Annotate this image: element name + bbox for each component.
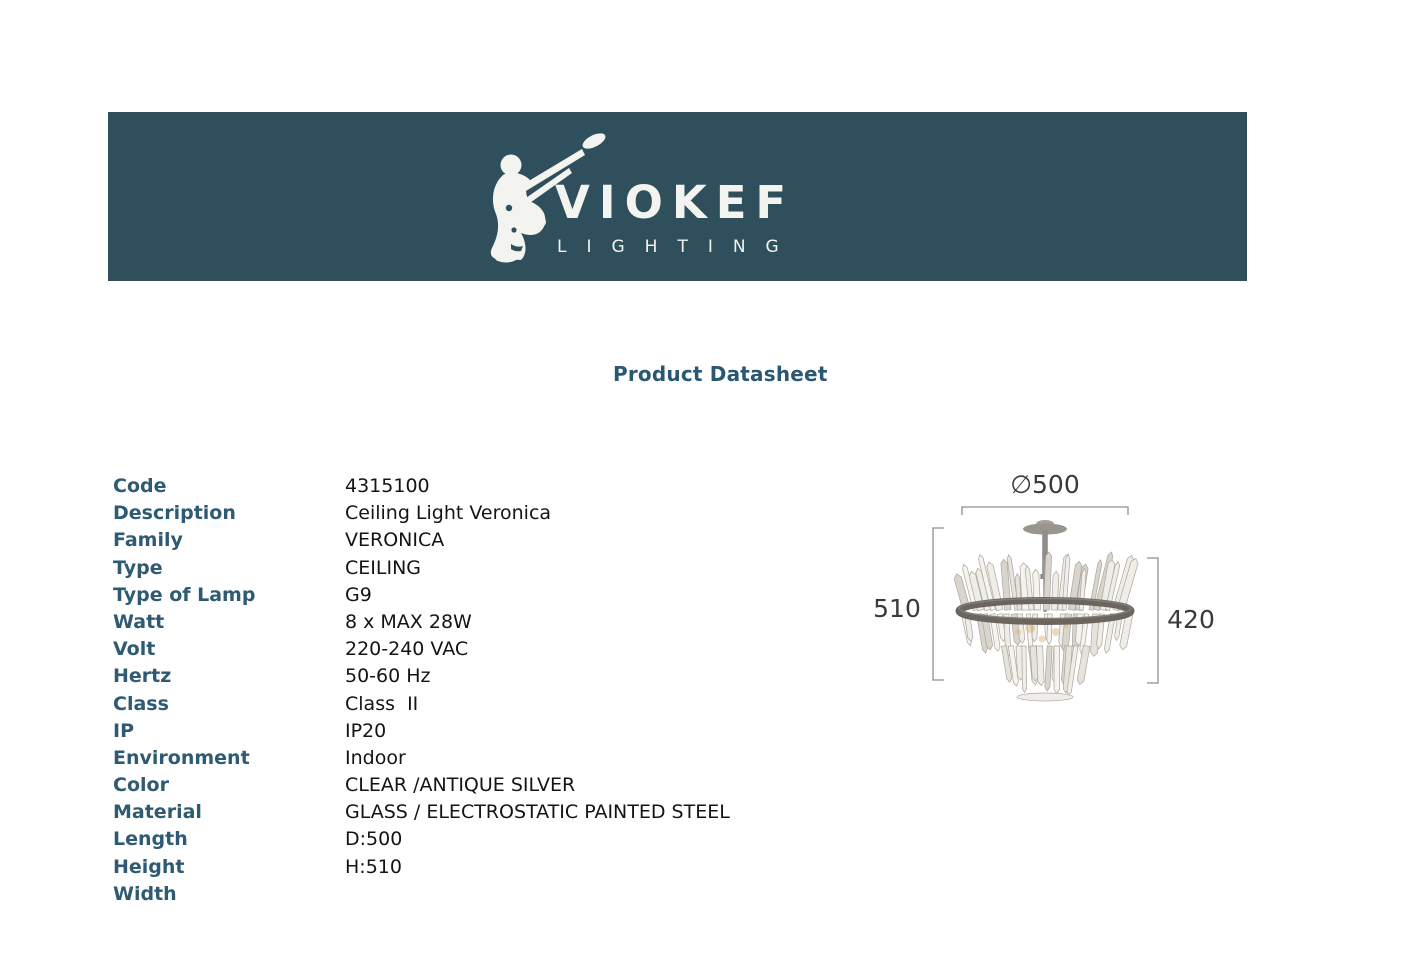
table-row [113,473,893,500]
table-row [113,663,893,690]
spec-label: Material [113,801,202,824]
spec-value: 220-240 VAC [345,638,469,661]
spec-value: D:500 [345,828,403,851]
chandelier-illustration [953,520,1139,701]
brand-banner [108,112,1247,281]
spec-value: VERONICA [345,529,445,552]
spec-label: Class [113,692,169,715]
body-height-label: 420 [1167,605,1215,634]
product-diagram [870,460,1230,730]
diameter-dimension-line [962,507,1128,515]
spec-label: Code [113,475,167,497]
spec-value: G9 [345,583,372,606]
spec-label: Description [113,502,236,525]
brand-subtitle: LIGHTING [557,237,799,257]
spec-value: 4315100 [345,475,430,497]
spec-label: Watt [113,610,165,633]
spec-label: Type [113,556,163,579]
diameter-label: ∅500 [1010,470,1080,499]
spec-label: IP [113,719,134,742]
spec-label: Environment [113,746,250,769]
spec-value: IP20 [345,719,387,742]
spec-table [113,473,893,908]
spec-label: Width [113,882,177,905]
table-row [113,582,893,609]
brand-name: VIOKEF [555,176,796,229]
spec-label: Type of Lamp [113,583,256,606]
spec-value: GLASS / ELECTROSTATIC PAINTED STEEL [345,801,730,824]
spec-value: Class II [345,692,419,715]
spec-value: 8 x MAX 28W [345,610,472,633]
body-height-dimension-line [1147,558,1158,683]
spec-value: Indoor [345,746,406,769]
table-row [113,555,893,582]
table-row [113,745,893,772]
spec-value: Ceiling Light Veronica [345,502,552,525]
overall-height-label: 510 [873,594,921,623]
spec-label: Hertz [113,665,172,688]
spec-label: Volt [113,638,156,661]
table-row [113,826,893,853]
table-row [113,636,893,663]
spec-label: Family [113,529,183,552]
table-row [113,854,893,881]
overall-height-dimension-line [933,528,944,680]
table-row [113,691,893,718]
spec-label: Color [113,774,169,797]
table-row [113,772,893,799]
page-title: Product Datasheet [613,362,828,386]
spec-value: CLEAR /ANTIQUE SILVER [345,774,576,797]
spec-value: 50-60 Hz [345,665,431,688]
table-row [113,500,893,527]
table-row [113,799,893,826]
spec-value: CEILING [345,556,421,579]
brand-wordmark [555,176,799,257]
table-row [113,609,893,636]
table-row [113,718,893,745]
spec-label: Height [113,855,185,878]
table-row [113,527,893,554]
spec-value: H:510 [345,855,402,878]
table-row [113,881,893,908]
spec-label: Length [113,828,188,851]
